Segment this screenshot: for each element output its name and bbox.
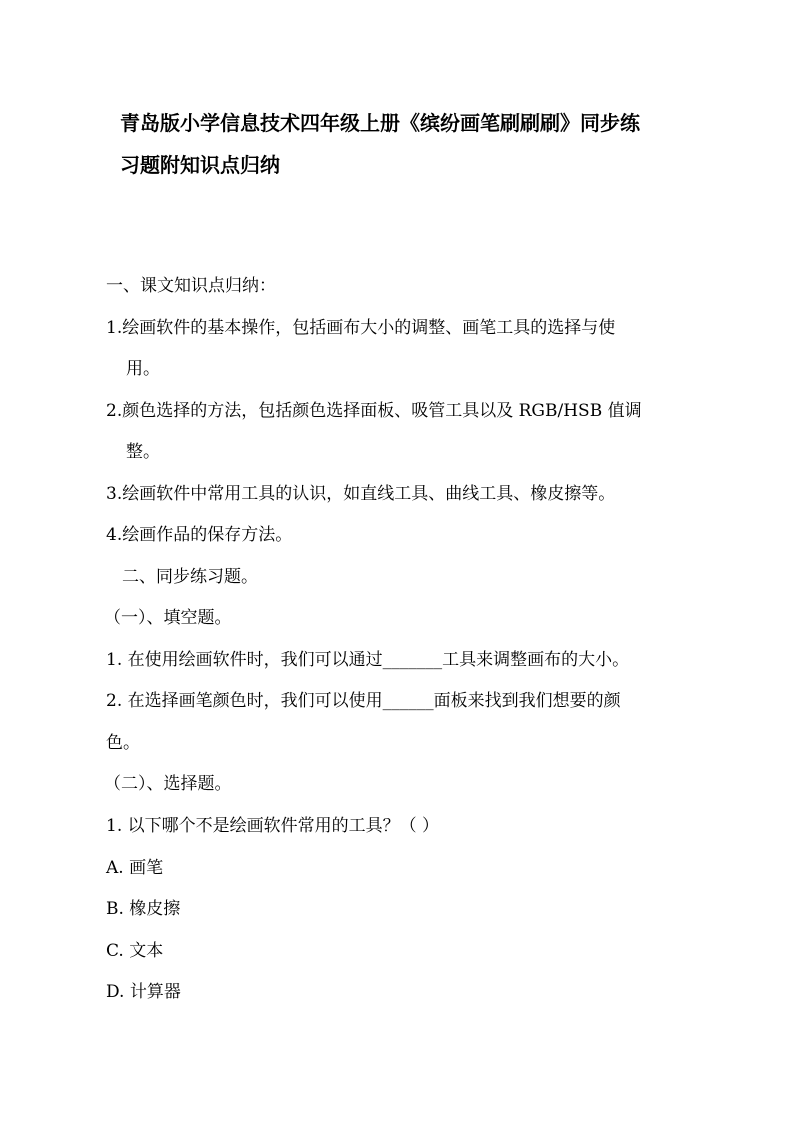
fill-blank-question-1: 1. 在使用绘画软件时，我们可以通过_______工具来调整画布的大小。 <box>106 650 630 670</box>
choice-option-a: A. 画笔 <box>106 858 164 878</box>
section-heading-knowledge: 一、课文知识点归纳： <box>106 276 276 296</box>
knowledge-point-3: 3.绘画软件中常用工具的认识，如直线工具、曲线工具、橡皮擦等。 <box>106 484 616 504</box>
choice-option-d: D. 计算器 <box>106 982 181 1002</box>
fill-blank-question-2: 2. 在选择画笔颜色时，我们可以使用______面板来找到我们想要的颜 <box>106 691 621 711</box>
title-line-2: 习题附知识点归纳 <box>120 153 280 177</box>
fill-blank-question-2-cont: 色。 <box>106 733 140 753</box>
choice-question-1: 1. 以下哪个不是绘画软件常用的工具？（ ） <box>106 816 440 836</box>
knowledge-point-4: 4.绘画作品的保存方法。 <box>106 525 293 545</box>
knowledge-point-2: 2.颜色选择的方法，包括颜色选择面板、吸管工具以及 RGB/HSB 值调 <box>106 401 642 421</box>
knowledge-point-1-cont: 用。 <box>126 359 160 379</box>
choice-option-c: C. 文本 <box>106 941 164 961</box>
choice-heading: （二）、选择题。 <box>104 774 232 794</box>
fill-blank-heading: （一）、填空题。 <box>104 608 232 628</box>
choice-option-b: B. 橡皮擦 <box>106 899 181 919</box>
section-heading-exercises: 二、同步练习题。 <box>122 567 258 587</box>
title-line-1: 青岛版小学信息技术四年级上册《缤纷画笔刷刷刷》同步练 <box>120 111 640 135</box>
knowledge-point-1: 1.绘画软件的基本操作，包括画布大小的调整、画笔工具的选择与使 <box>106 318 616 338</box>
document-title <box>120 102 690 186</box>
knowledge-point-2-cont: 整。 <box>126 442 160 462</box>
